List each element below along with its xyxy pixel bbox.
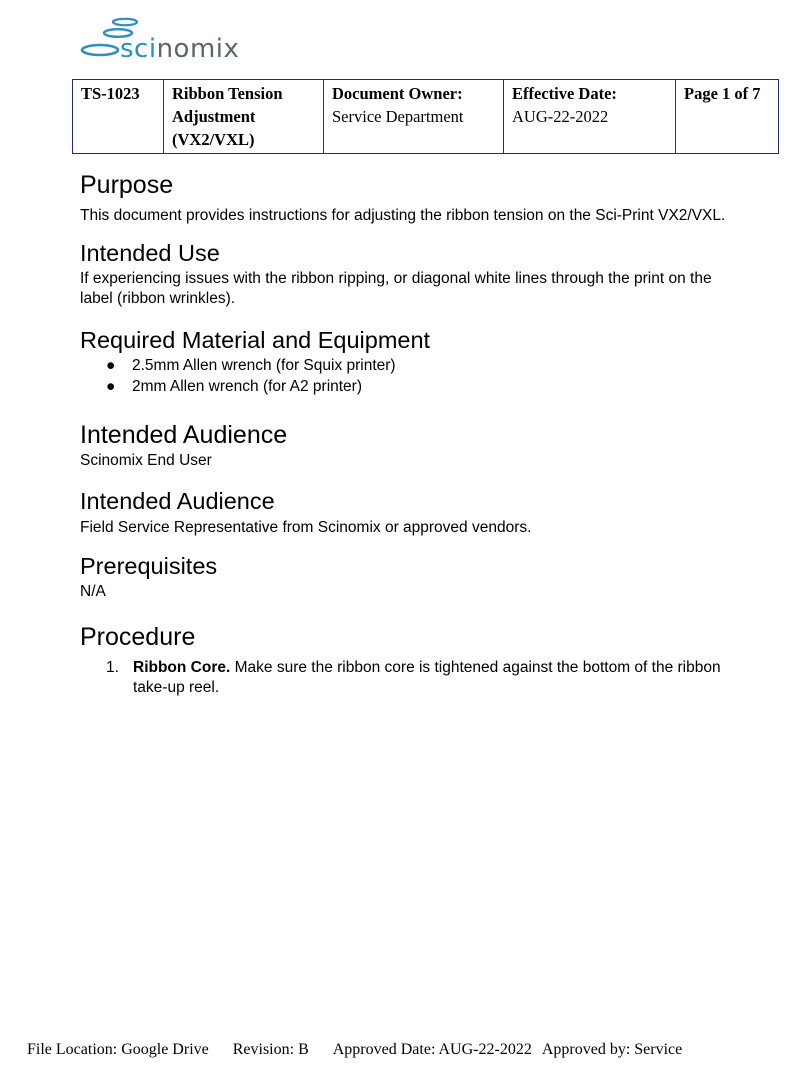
intended-audience-text-2: Field Service Representative from Scinomix or approved vendors. [80, 518, 532, 536]
materials-heading: Required Material and Equipment [80, 327, 431, 354]
approved-date: Approved Date: AUG-22-2022 [332, 1041, 532, 1058]
purpose-heading: Purpose [80, 171, 174, 199]
bullet-icon: ● [106, 378, 116, 396]
list-item: ● 2mm Allen wrench (for A2 printer) [106, 378, 363, 396]
logo-wordmark: scinomix [120, 34, 240, 64]
materials-list [80, 355, 740, 397]
purpose-text: This document provides instructions for adjusting the ribbon tension on the Sci-Print VX2/VXL. [80, 207, 726, 224]
document-body [80, 170, 740, 698]
page-number-cell: Page 1 of 7 [676, 80, 779, 154]
scinomix-logo [80, 16, 240, 66]
intended-audience-heading-1: Intended Audience [80, 421, 288, 450]
file-location: File Location: Google Drive [27, 1041, 209, 1058]
document-footer [27, 1041, 706, 1059]
prerequisites-heading: Prerequisites [80, 552, 218, 579]
intended-use-heading: Intended Use [80, 240, 220, 266]
prerequisites-text: N/A [80, 582, 106, 600]
procedure-steps [80, 658, 740, 698]
procedure-heading: Procedure [80, 622, 196, 651]
doc-title-cell: Ribbon Tension Adjustment (VX2/VXL) [164, 80, 324, 154]
effective-date-cell: Effective Date: AUG-22-2022 [504, 80, 676, 154]
list-item: ● 2.5mm Allen wrench (for Squix printer) [106, 357, 396, 375]
approved-by: Approved by: Service [541, 1041, 683, 1058]
list-item: 1. Ribbon Core. Make sure the ribbon core is tightened against the bottom of the ribbon take-up reel. [106, 658, 721, 696]
intended-audience-text-1: Scinomix End User [80, 452, 212, 470]
doc-id-cell: TS-1023 [73, 80, 164, 154]
revision: Revision: B [232, 1041, 309, 1058]
doc-owner-cell: Document Owner: Service Department [324, 80, 504, 154]
intended-audience-heading-2: Intended Audience [80, 488, 275, 515]
document-header-table [72, 79, 779, 154]
bullet-icon: ● [106, 357, 116, 375]
intended-use-text: If experiencing issues with the ribbon ripping, or diagonal white lines through the print on the label (ribbon wrinkles). [80, 270, 712, 308]
